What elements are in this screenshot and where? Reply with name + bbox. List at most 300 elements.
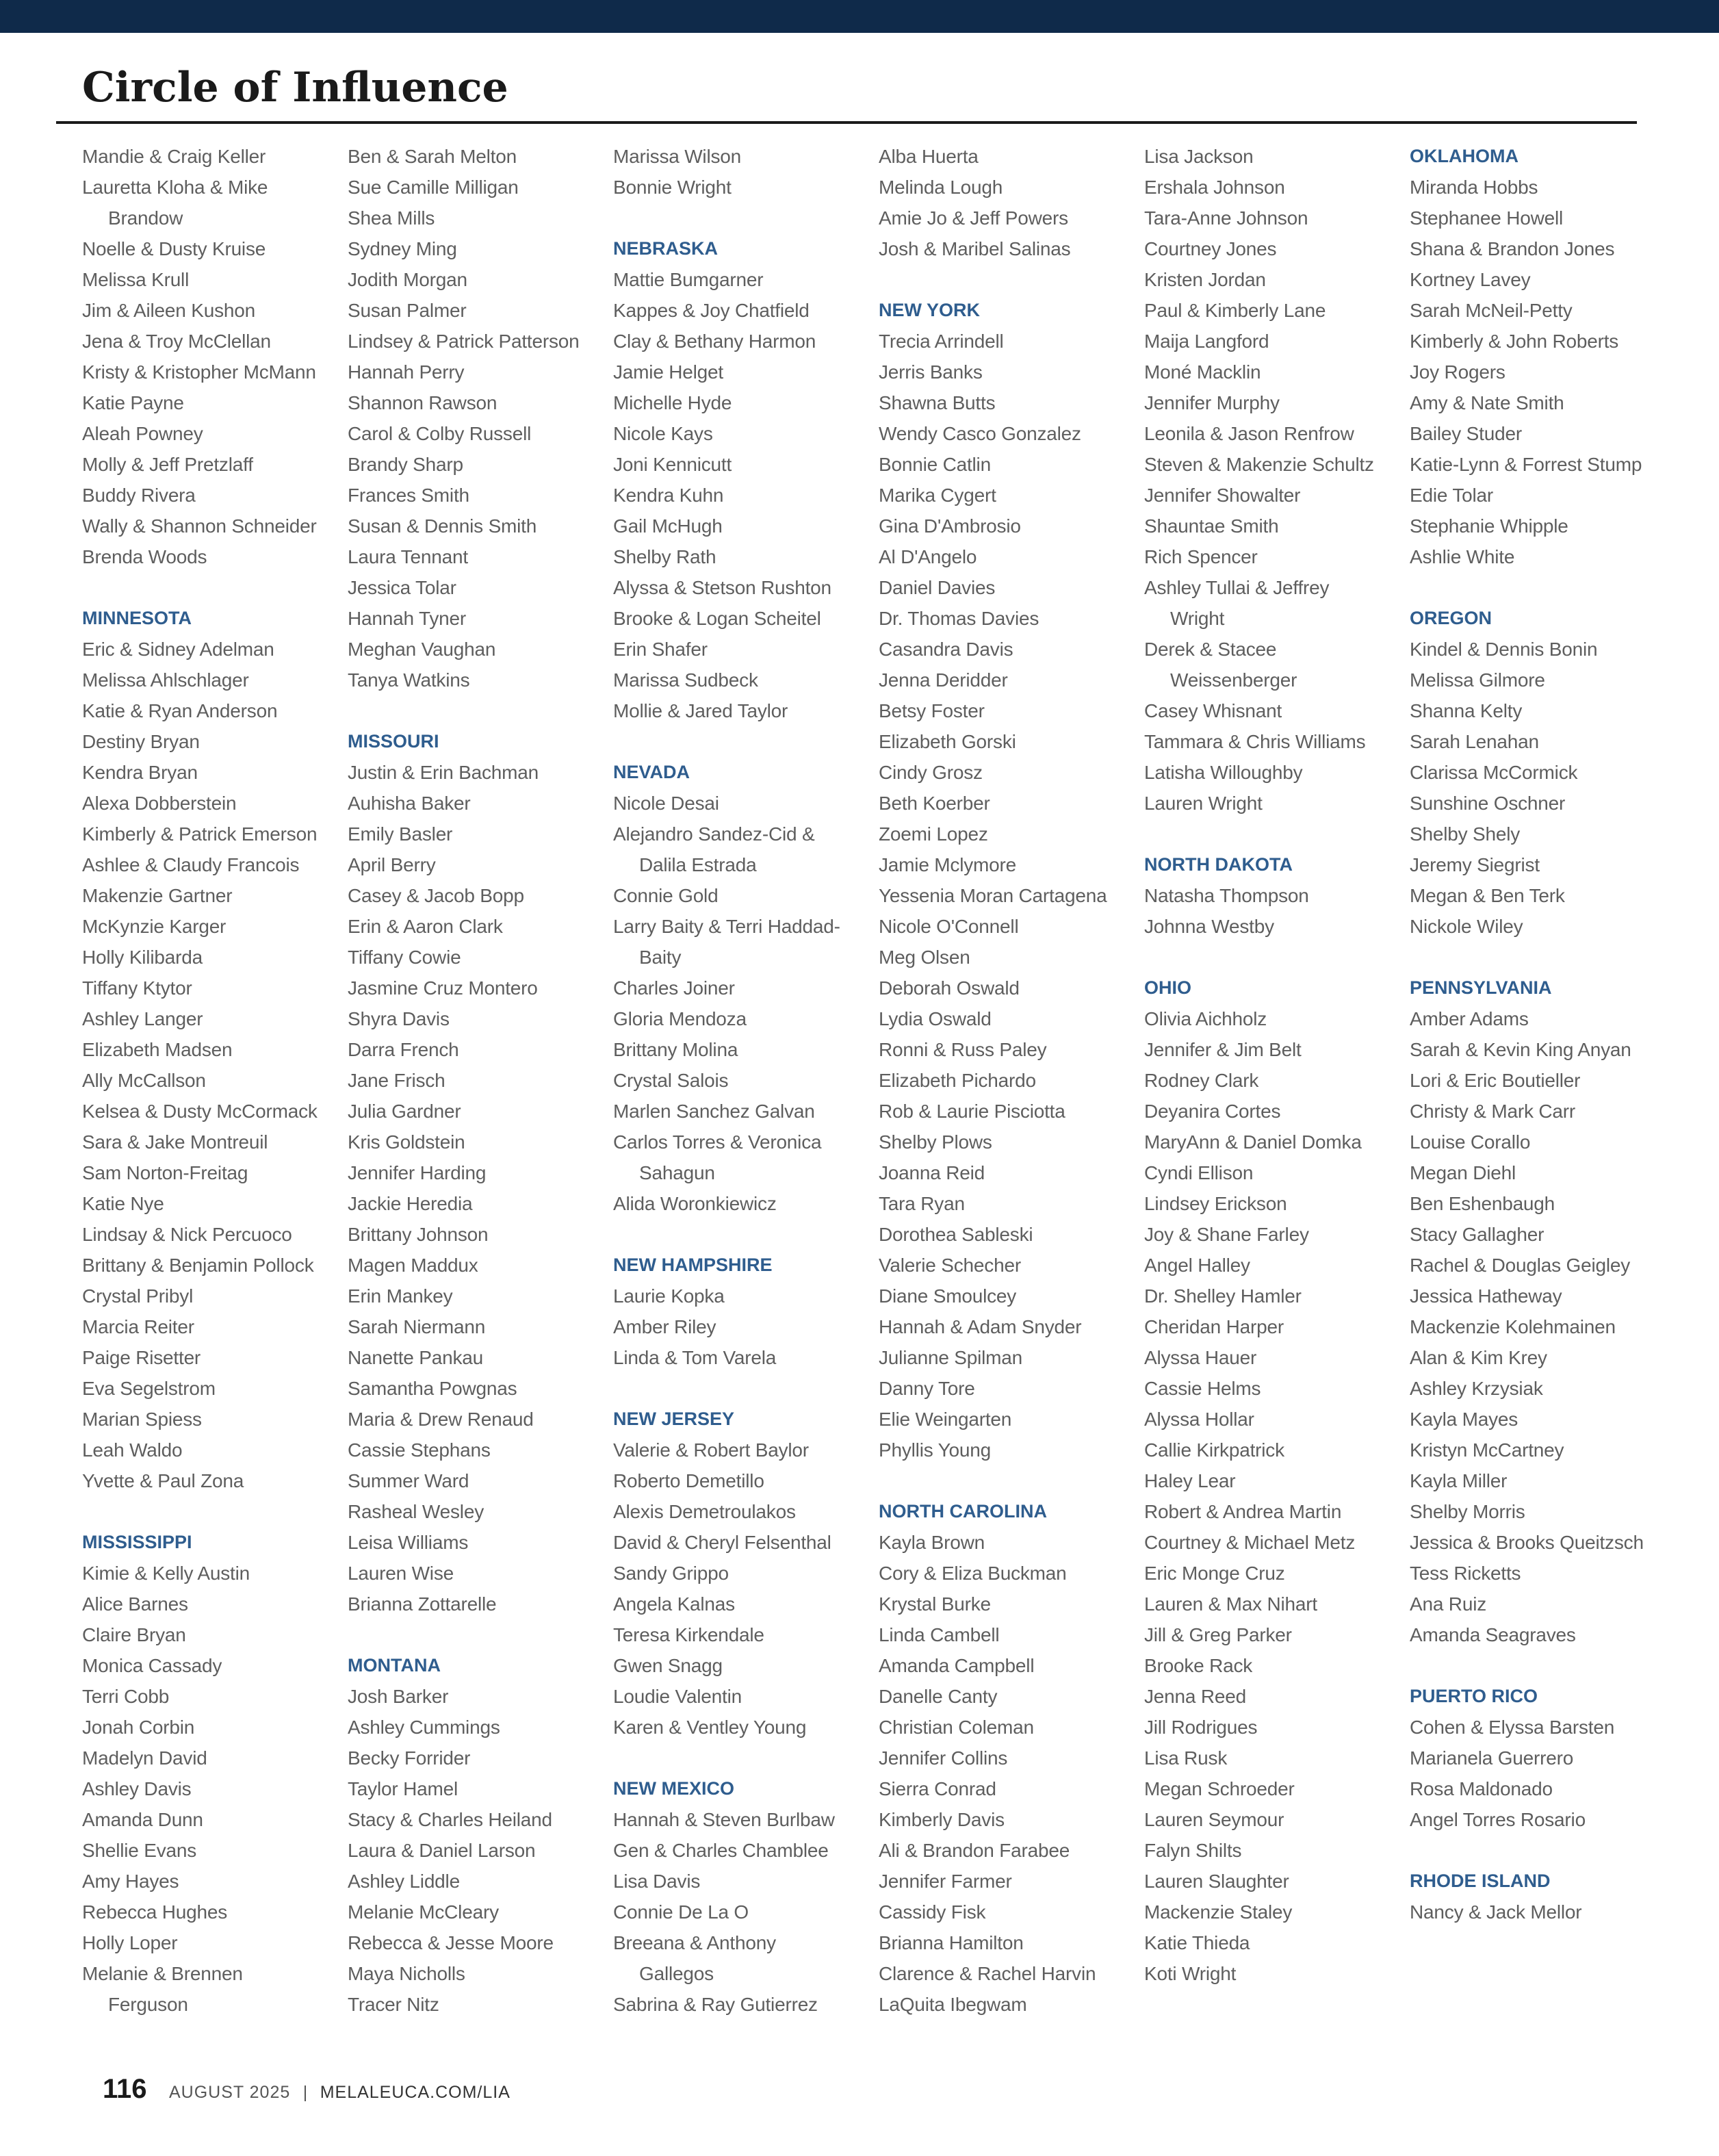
member-name: Clay & Bethany Harmon (613, 331, 816, 352)
member-name: Joy Rogers (1410, 361, 1505, 383)
member-name: Leisa Williams (348, 1532, 469, 1553)
member-name: Wally & Shannon Schneider (82, 515, 317, 537)
state-section (1410, 141, 1670, 572)
member-name: Jessica & Brooks Queitzsch (1410, 1532, 1644, 1553)
state-section (1144, 973, 1404, 1989)
member-name: Beth Koerber (879, 793, 990, 814)
member-name: Kayla Miller (1410, 1470, 1508, 1491)
member-name: Melinda Lough (879, 177, 1003, 198)
page-title: Circle of Influence (82, 64, 508, 112)
member-name: Alexa Dobberstein (82, 793, 237, 814)
member-name: Kimberly & Patrick Emerson (82, 823, 318, 845)
member-name: Cassidy Fisk (879, 1901, 986, 1923)
member-name: Gen & Charles Chamblee (613, 1840, 829, 1861)
member-name: Carol & Colby Russell (348, 423, 532, 444)
member-name: Melanie McCleary (348, 1901, 499, 1923)
member-name: Rosa Maldonado (1410, 1778, 1553, 1799)
member-name: Ashlee & Claudy Francois (82, 854, 300, 875)
state-section (613, 233, 873, 726)
member-name: Makenzie Gartner (82, 885, 233, 906)
member-name: Alida Woronkiewicz (613, 1193, 777, 1214)
member-name: Eric & Sidney Adelman (82, 639, 274, 660)
member-name: Dr. Thomas Davies (879, 608, 1039, 629)
state-heading: MONTANA (348, 1655, 441, 1676)
member-name: Laurie Kopka (613, 1285, 725, 1307)
member-name: Elie Weingarten (879, 1409, 1012, 1430)
member-name: Charles Joiner (613, 977, 735, 999)
member-name: Samantha Powgnas (348, 1378, 517, 1399)
member-name: Ashley Liddle (348, 1871, 460, 1892)
member-name: Shana & Brandon Jones (1410, 238, 1615, 259)
member-name: Sara & Jake Montreuil (82, 1131, 268, 1153)
state-section (82, 141, 342, 572)
member-name: Larry Baity & Terri Haddad-Baity (613, 916, 840, 968)
member-name: Krystal Burke (879, 1593, 991, 1615)
member-name: Jane Frisch (348, 1070, 445, 1091)
member-name: Kristyn McCartney (1410, 1439, 1564, 1461)
state-section (348, 1650, 608, 2020)
member-name: Nanette Pankau (348, 1347, 484, 1368)
member-name: Kimberly Davis (879, 1809, 1005, 1830)
member-name: Ashley Tullai & Jeffrey Wright (1144, 577, 1330, 629)
member-name: Shauntae Smith (1144, 515, 1279, 537)
member-name: Shelby Plows (879, 1131, 992, 1153)
state-section (1144, 141, 1404, 819)
member-name: Olivia Aichholz (1144, 1008, 1267, 1029)
member-name: Rob & Laurie Pisciotta (879, 1101, 1065, 1122)
member-name: Alba Huerta (879, 146, 979, 167)
member-name: Tara Ryan (879, 1193, 965, 1214)
member-name: Cheridan Harper (1144, 1316, 1284, 1337)
state-section (613, 141, 873, 203)
member-name: Ben & Sarah Melton (348, 146, 517, 167)
member-name: Lauren Slaughter (1144, 1871, 1289, 1892)
member-name: Haley Lear (1144, 1470, 1236, 1491)
member-name: Crystal Salois (613, 1070, 729, 1091)
member-name: Koti Wright (1144, 1963, 1237, 1984)
state-heading: NEVADA (613, 762, 690, 782)
member-name: Stephanee Howell (1410, 207, 1564, 229)
state-heading: NEW JERSEY (613, 1409, 735, 1429)
member-name: Taylor Hamel (348, 1778, 458, 1799)
member-name: Marianela Guerrero (1410, 1747, 1574, 1769)
member-name: Kappes & Joy Chatfield (613, 300, 810, 321)
state-section (82, 603, 342, 1496)
member-name: Deborah Oswald (879, 977, 1020, 999)
member-name: Lauretta Kloha & Mike Brandow (82, 177, 268, 229)
member-name: Megan & Ben Terk (1410, 885, 1565, 906)
state-heading: NEBRASKA (613, 238, 719, 259)
member-name: Angel Torres Rosario (1410, 1809, 1586, 1830)
page-number: 116 (103, 2074, 147, 2104)
member-name: Al D'Angelo (879, 546, 977, 567)
member-name: Melissa Krull (82, 269, 190, 290)
member-name: Jenna Reed (1144, 1686, 1247, 1707)
member-name: Kendra Bryan (82, 762, 198, 783)
member-name: Melanie & Brennen Ferguson (82, 1963, 243, 2015)
member-name: Tiffany Ktytor (82, 977, 192, 999)
member-name: Shelby Morris (1410, 1501, 1525, 1522)
member-name: Tess Ricketts (1410, 1563, 1521, 1584)
member-name: Shellie Evans (82, 1840, 197, 1861)
member-name: Brooke & Logan Scheitel (613, 608, 821, 629)
member-name: Josh & Maribel Salinas (879, 238, 1071, 259)
member-name: Latisha Willoughby (1144, 762, 1303, 783)
member-name: Paul & Kimberly Lane (1144, 300, 1326, 321)
member-name: Cohen & Elyssa Barsten (1410, 1717, 1615, 1738)
member-name: Linda & Tom Varela (613, 1347, 777, 1368)
state-heading: NORTH DAKOTA (1144, 854, 1293, 875)
state-heading: NEW MEXICO (613, 1778, 735, 1799)
member-name: McKynzie Karger (82, 916, 227, 937)
member-name: Falyn Shilts (1144, 1840, 1242, 1861)
member-name: Monica Cassady (82, 1655, 222, 1676)
member-name: Tracer Nitz (348, 1994, 439, 2015)
member-name: Erin Shafer (613, 639, 708, 660)
member-name: Dorothea Sableski (879, 1224, 1033, 1245)
member-name: Jonah Corbin (82, 1717, 195, 1738)
member-name: Shanna Kelty (1410, 700, 1523, 721)
member-name: Dr. Shelley Hamler (1144, 1285, 1302, 1307)
member-name: Mattie Bumgarner (613, 269, 764, 290)
member-name: Nicole Desai (613, 793, 719, 814)
member-name: Angela Kalnas (613, 1593, 735, 1615)
member-name: Jennifer Harding (348, 1162, 487, 1183)
member-name: Carlos Torres & Veronica Sahagun (613, 1131, 822, 1183)
member-name: Paige Risetter (82, 1347, 201, 1368)
member-name: Mandie & Craig Keller (82, 146, 266, 167)
member-name: Kendra Kuhn (613, 485, 724, 506)
member-name: Ashley Langer (82, 1008, 203, 1029)
member-name: Eric Monge Cruz (1144, 1563, 1285, 1584)
member-name: Laura & Daniel Larson (348, 1840, 536, 1861)
member-name: Amy & Nate Smith (1410, 392, 1564, 413)
member-name: Ershala Johnson (1144, 177, 1285, 198)
member-name: Bonnie Catlin (879, 454, 991, 475)
member-name: Noelle & Dusty Kruise (82, 238, 266, 259)
member-name: Katie Nye (82, 1193, 164, 1214)
state-section (1410, 973, 1670, 1650)
state-heading: NORTH CAROLINA (879, 1501, 1047, 1522)
member-name: Rebecca & Jesse Moore (348, 1932, 554, 1953)
member-name: Casey & Jacob Bopp (348, 885, 524, 906)
member-name: Maija Langford (1144, 331, 1269, 352)
member-name: Meghan Vaughan (348, 639, 496, 660)
member-name: Gina D'Ambrosio (879, 515, 1021, 537)
member-name: Moné Macklin (1144, 361, 1261, 383)
state-heading: MINNESOTA (82, 608, 192, 628)
member-name: Jennifer & Jim Belt (1144, 1039, 1302, 1060)
member-name: Tanya Watkins (348, 669, 470, 691)
member-name: Teresa Kirkendale (613, 1624, 764, 1645)
state-section (879, 295, 1139, 1465)
member-name: Clarence & Rachel Harvin (879, 1963, 1096, 1984)
column-2 (348, 141, 608, 2051)
member-name: Lindsey Erickson (1144, 1193, 1287, 1214)
state-section (1410, 603, 1670, 942)
member-name: Elizabeth Madsen (82, 1039, 233, 1060)
member-name: Shelby Rath (613, 546, 716, 567)
member-name: Justin & Erin Bachman (348, 762, 539, 783)
member-name: Summer Ward (348, 1470, 469, 1491)
member-name: Sydney Ming (348, 238, 457, 259)
member-name: Loudie Valentin (613, 1686, 742, 1707)
column-1 (82, 141, 342, 2051)
member-name: Nancy & Jack Mellor (1410, 1901, 1582, 1923)
member-name: Nicole O'Connell (879, 916, 1019, 937)
member-name: Frances Smith (348, 485, 469, 506)
state-section (879, 1496, 1139, 2020)
state-section (613, 757, 873, 1219)
member-name: Amber Adams (1410, 1008, 1529, 1029)
member-name: Sarah Niermann (348, 1316, 486, 1337)
member-name: Tammara & Chris Williams (1144, 731, 1366, 752)
member-name: Brandy Sharp (348, 454, 463, 475)
member-name: Maya Nicholls (348, 1963, 465, 1984)
member-name: Lindsay & Nick Percuoco (82, 1224, 292, 1245)
member-name: Jena & Troy McClellan (82, 331, 271, 352)
member-name: Linda Cambell (879, 1624, 1000, 1645)
state-heading: NEW YORK (879, 300, 981, 320)
state-section (1410, 1681, 1670, 1835)
footer-separator: | (302, 2083, 308, 2102)
member-name: Mackenzie Kolehmainen (1410, 1316, 1616, 1337)
state-heading: MISSOURI (348, 731, 439, 752)
member-name: Alejandro Sandez-Cid & Dalila Estrada (613, 823, 815, 875)
member-name: Ali & Brandon Farabee (879, 1840, 1070, 1861)
member-name: Auhisha Baker (348, 793, 471, 814)
state-heading: NEW HAMPSHIRE (613, 1255, 773, 1275)
member-name: Shannon Rawson (348, 392, 497, 413)
issue-date: AUGUST 2025 (168, 2083, 291, 2102)
member-name: Meg Olsen (879, 947, 970, 968)
member-name: Ashley Krzysiak (1410, 1378, 1543, 1399)
column-3 (613, 141, 873, 2051)
member-name: Connie Gold (613, 885, 719, 906)
member-name: Natasha Thompson (1144, 885, 1309, 906)
member-name: Holly Loper (82, 1932, 178, 1953)
member-name: Sue Camille Milligan (348, 177, 519, 198)
member-name: Clarissa McCormick (1410, 762, 1578, 783)
member-name: Lauren Seymour (1144, 1809, 1284, 1830)
member-name: Diane Smoulcey (879, 1285, 1017, 1307)
member-name: Amie Jo & Jeff Powers (879, 207, 1068, 229)
column-5 (1144, 141, 1404, 2020)
member-name: Amanda Campbell (879, 1655, 1035, 1676)
state-section (613, 1404, 873, 1743)
footer-url[interactable]: MELALEUCA.COM/LIA (320, 2083, 510, 2102)
member-name: Lisa Davis (613, 1871, 701, 1892)
member-name: Jerris Banks (879, 361, 983, 383)
member-name: Leonila & Jason Renfrow (1144, 423, 1354, 444)
member-name: Kristy & Kristopher McMann (82, 361, 316, 383)
member-name: Hannah & Adam Snyder (879, 1316, 1082, 1337)
member-name: Amanda Dunn (82, 1809, 203, 1830)
member-name: Molly & Jeff Pretzlaff (82, 454, 253, 475)
member-name: Valerie Schecher (879, 1255, 1021, 1276)
member-name: Kortney Lavey (1410, 269, 1531, 290)
member-name: Kimie & Kelly Austin (82, 1563, 250, 1584)
member-name: Robert & Andrea Martin (1144, 1501, 1342, 1522)
member-name: Melissa Ahlschlager (82, 669, 249, 691)
member-name: MaryAnn & Daniel Domka (1144, 1131, 1362, 1153)
member-name: Ally McCallson (82, 1070, 206, 1091)
member-name: Ben Eshenbaugh (1410, 1193, 1555, 1214)
member-name: Elizabeth Pichardo (879, 1070, 1036, 1091)
member-name: Brenda Woods (82, 546, 207, 567)
member-name: Bailey Studer (1410, 423, 1522, 444)
member-name: Sam Norton-Freitag (82, 1162, 248, 1183)
member-name: Kristen Jordan (1144, 269, 1266, 290)
state-heading: OKLAHOMA (1410, 146, 1518, 166)
member-name: Madelyn David (82, 1747, 207, 1769)
state-heading: PENNSYLVANIA (1410, 977, 1552, 998)
member-name: Roberto Demetillo (613, 1470, 764, 1491)
member-name: Shyra Davis (348, 1008, 450, 1029)
member-name: Karen & Ventley Young (613, 1717, 807, 1738)
member-name: Josh Barker (348, 1686, 449, 1707)
member-name: Jennifer Showalter (1144, 485, 1301, 506)
member-name: Cindy Grosz (879, 762, 983, 783)
title-rule (56, 121, 1637, 124)
member-name: Shelby Shely (1410, 823, 1521, 845)
member-name: Alice Barnes (82, 1593, 188, 1615)
member-name: Brittany Johnson (348, 1224, 489, 1245)
member-name: Holly Kilibarda (82, 947, 203, 968)
member-name: Callie Kirkpatrick (1144, 1439, 1284, 1461)
page-footer (103, 2074, 510, 2115)
state-section (879, 141, 1139, 264)
member-name: Jim & Aileen Kushon (82, 300, 256, 321)
state-heading: OHIO (1144, 977, 1192, 998)
member-name: Eva Segelstrom (82, 1378, 216, 1399)
member-name: Shawna Butts (879, 392, 996, 413)
member-name: Christian Coleman (879, 1717, 1034, 1738)
member-name: Louise Corallo (1410, 1131, 1531, 1153)
member-name: Kayla Mayes (1410, 1409, 1518, 1430)
state-section (1410, 1866, 1670, 1927)
member-name: Rachel & Douglas Geigley (1410, 1255, 1631, 1276)
state-heading: PUERTO RICO (1410, 1686, 1538, 1706)
member-name: Jessica Hatheway (1410, 1285, 1562, 1307)
member-name: Buddy Rivera (82, 485, 196, 506)
state-section (1144, 849, 1404, 942)
member-name: Shea Mills (348, 207, 435, 229)
member-name: Laura Tennant (348, 546, 468, 567)
member-name: Alan & Kim Krey (1410, 1347, 1547, 1368)
member-name: Amber Riley (613, 1316, 716, 1337)
member-name: Rebecca Hughes (82, 1901, 227, 1923)
member-name: Hannah Perry (348, 361, 465, 383)
member-name: Lauren & Max Nihart (1144, 1593, 1317, 1615)
member-name: Rasheal Wesley (348, 1501, 484, 1522)
state-heading: OREGON (1410, 608, 1492, 628)
member-name: Maria & Drew Renaud (348, 1409, 534, 1430)
member-name: Danny Tore (879, 1378, 975, 1399)
member-name: Amanda Seagraves (1410, 1624, 1576, 1645)
member-name: Zoemi Lopez (879, 823, 988, 845)
member-name: Cassie Stephans (348, 1439, 491, 1461)
member-name: Julia Gardner (348, 1101, 461, 1122)
member-name: Megan Schroeder (1144, 1778, 1295, 1799)
member-name: Brianna Hamilton (879, 1932, 1024, 1953)
member-name: Trecia Arrindell (879, 331, 1004, 352)
member-name: Cory & Eliza Buckman (879, 1563, 1067, 1584)
state-section (613, 1250, 873, 1373)
member-name: Yvette & Paul Zona (82, 1470, 244, 1491)
member-name: Gloria Mendoza (613, 1008, 747, 1029)
member-name: Steven & Makenzie Schultz (1144, 454, 1374, 475)
member-name: Lauren Wright (1144, 793, 1263, 814)
member-name: Stacy Gallagher (1410, 1224, 1544, 1245)
state-section (613, 1773, 873, 2020)
member-name: Christy & Mark Carr (1410, 1101, 1575, 1122)
member-name: Yessenia Moran Cartagena (879, 885, 1107, 906)
member-name: Marian Spiess (82, 1409, 202, 1430)
member-name: Melissa Gilmore (1410, 669, 1545, 691)
member-name: Jennifer Collins (879, 1747, 1008, 1769)
member-name: Kindel & Dennis Bonin (1410, 639, 1598, 660)
member-name: Hannah & Steven Burlbaw (613, 1809, 835, 1830)
member-name: Sarah Lenahan (1410, 731, 1539, 752)
state-section (82, 1527, 342, 2020)
member-name: Sunshine Oschner (1410, 793, 1566, 814)
member-name: Ana Ruiz (1410, 1593, 1487, 1615)
member-name: Casey Whisnant (1144, 700, 1282, 721)
column-4 (879, 141, 1139, 2051)
member-name: Alexis Demetroulakos (613, 1501, 796, 1522)
member-name: Terri Cobb (82, 1686, 170, 1707)
member-name: Courtney Jones (1144, 238, 1277, 259)
member-name: Courtney & Michael Metz (1144, 1532, 1356, 1553)
member-name: Cassie Helms (1144, 1378, 1261, 1399)
member-name: Lydia Oswald (879, 1008, 992, 1029)
member-name: Erin & Aaron Clark (348, 916, 503, 937)
member-name: Hannah Tyner (348, 608, 466, 629)
member-name: Stephanie Whipple (1410, 515, 1568, 537)
member-name: April Berry (348, 854, 436, 875)
member-name: Nickole Wiley (1410, 916, 1523, 937)
state-heading: RHODE ISLAND (1410, 1871, 1551, 1891)
member-name: Susan & Dennis Smith (348, 515, 537, 537)
top-banner (0, 0, 1719, 33)
member-name: Katie & Ryan Anderson (82, 700, 278, 721)
member-name: Destiny Bryan (82, 731, 200, 752)
member-name: Katie Thieda (1144, 1932, 1250, 1953)
member-name: Brooke Rack (1144, 1655, 1253, 1676)
member-name: Marlen Sanchez Galvan (613, 1101, 815, 1122)
member-name: Katie Payne (82, 392, 184, 413)
member-name: Jackie Heredia (348, 1193, 473, 1214)
member-name: Jennifer Farmer (879, 1871, 1012, 1892)
member-name: Phyllis Young (879, 1439, 991, 1461)
member-name: Emily Basler (348, 823, 453, 845)
member-name: Joni Kennicutt (613, 454, 732, 475)
member-name: Jessica Tolar (348, 577, 456, 598)
member-name: Daniel Davies (879, 577, 996, 598)
member-name: Gwen Snagg (613, 1655, 723, 1676)
member-name: Johnna Westby (1144, 916, 1274, 937)
member-name: Crystal Pribyl (82, 1285, 194, 1307)
member-name: Megan Diehl (1410, 1162, 1516, 1183)
member-name: Breeana & Anthony Gallegos (613, 1932, 776, 1984)
member-name: Brittany Molina (613, 1039, 738, 1060)
member-name: Lauren Wise (348, 1563, 454, 1584)
member-name: Mackenzie Staley (1144, 1901, 1293, 1923)
column-6 (1410, 141, 1670, 1958)
member-name: Jill & Greg Parker (1144, 1624, 1292, 1645)
member-name: Marcia Reiter (82, 1316, 194, 1337)
